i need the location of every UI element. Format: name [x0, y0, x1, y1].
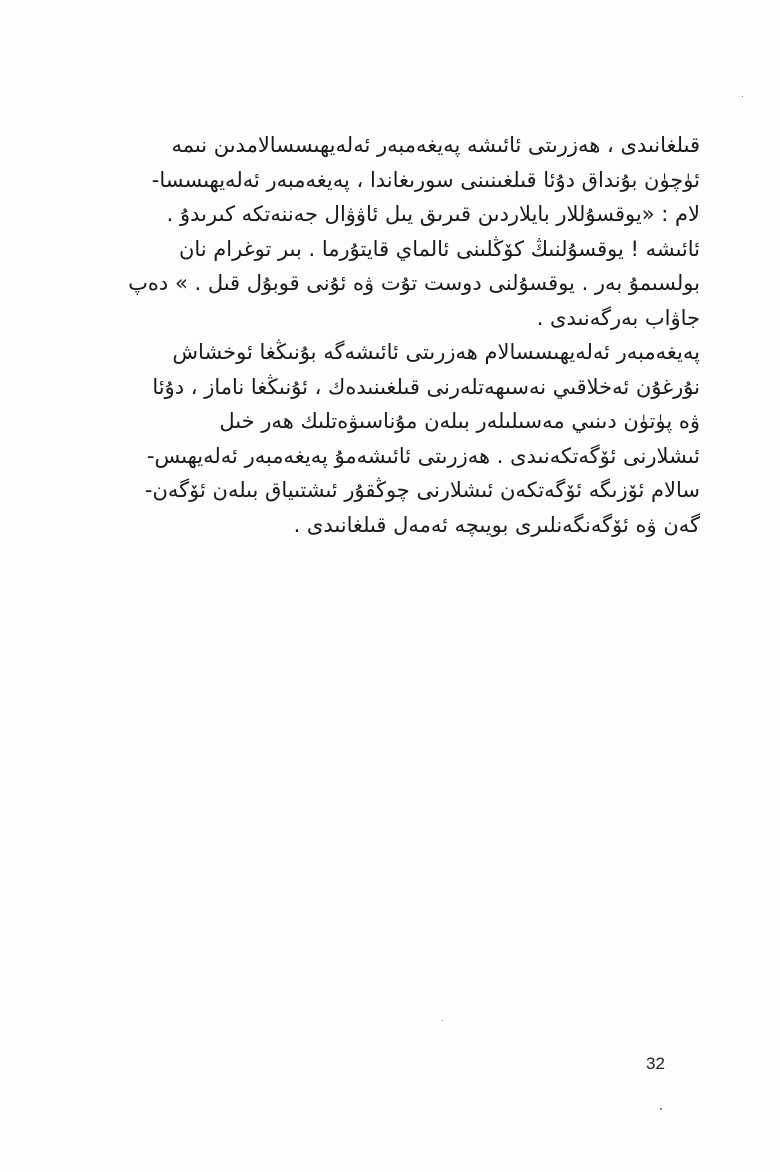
page-number: 32 [646, 1054, 665, 1073]
text-line: سالام ئۆزىگە ئۆگەتكەن ئىشلارنى چوڭقۇر ئىشتىياق بىلەن ئۆگەن- [144, 478, 700, 502]
scan-speck [442, 1020, 443, 1021]
scan-speck [742, 96, 743, 97]
paragraph-1 [88, 128, 700, 335]
text-line: قىلغانىدى ، ھەزرىتى ئائىشە پەيغەمبەر ئەلەيھىسسالامدىن نىمە [171, 133, 700, 157]
text-line: بولسىمۇ بەر . يوقسۇلنى دوست تۇت ۋە ئۇنى قوبۇل قىل . » دەپ [128, 271, 700, 295]
text-line: پەيغەمبەر ئەلەيھىسسالام ھەزرىتى ئائىشەگە بۇنىڭغا ئوخشاش [172, 340, 700, 364]
text-line: نۇرغۇن ئەخلاقىي نەسىھەتلەرنى قىلغىنىدەك ، ئۇنىڭغا ناماز ، دۇئا [152, 374, 700, 399]
scan-speck [660, 1108, 662, 1110]
text-line: لام : «يوقسۇللار بايلاردىن قىرىق يىل ئاۋۋال جەننەتكە كىرىدۇ . [166, 202, 700, 226]
paragraph-2 [88, 335, 700, 542]
text-line: ۋە پۈتۈن دىنىي مەسىلىلەر بىلەن مۇناسىۋەتلىك ھەر خىل [219, 409, 700, 433]
body-text [88, 128, 700, 542]
text-line: گەن ۋە ئۆگەنگەنلىرى بويىچە ئەمەل قىلغانىدى . [293, 512, 700, 537]
text-line: ئۈچۈن بۇنداق دۇئا قىلغىنىنى سورىغاندا ، پەيغەمبەر ئەلەيھىسسا- [151, 167, 700, 192]
text-line: ئائىشە ! يوقسۇلنىڭ كۆڭلىنى ئالماي قايتۇرما . بىر توغرام نان [178, 236, 700, 261]
text-line: جاۋاب بەرگەنىدى . [536, 305, 700, 330]
text-line: ئىشلارنى ئۆگەتكەنىدى . ھەزرىتى ئائىشەمۇ پەيغەمبەر ئەلەيھىس- [146, 443, 700, 468]
